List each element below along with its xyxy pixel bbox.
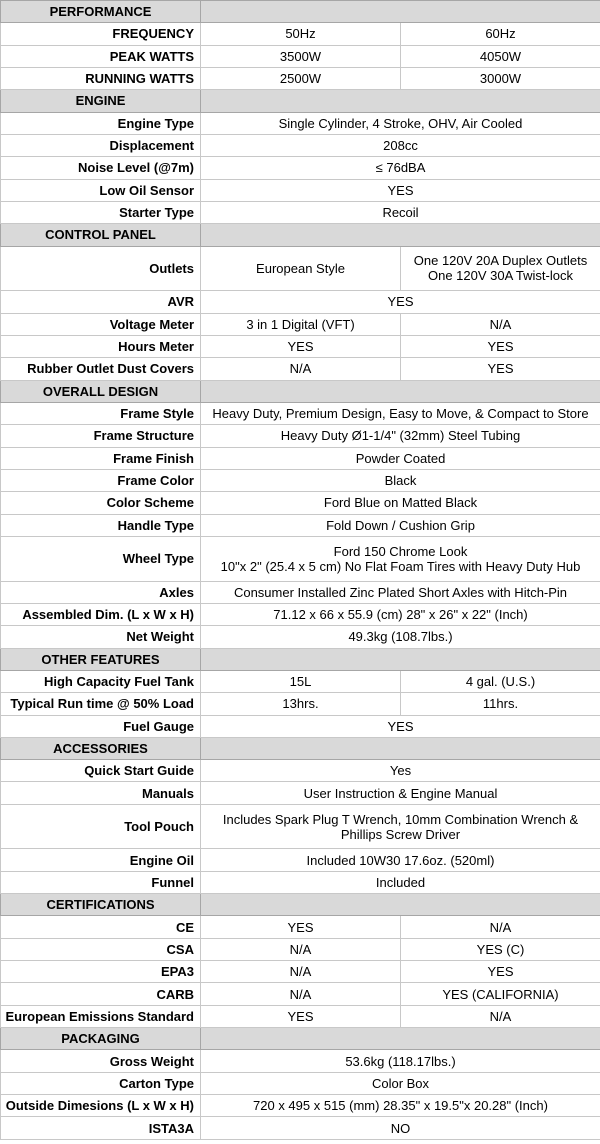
spec-label: Gross Weight — [1, 1050, 201, 1072]
spec-row-rubber-outlet-dust-covers — [1, 358, 600, 380]
spec-value: Heavy Duty, Premium Design, Easy to Move, & Compact to Store — [201, 402, 600, 424]
spec-row-typical-run-time-50-load — [1, 693, 600, 715]
spec-label: Manuals — [1, 782, 201, 804]
spec-value-60hz — [401, 246, 600, 291]
spec-value-60hz: N/A — [401, 916, 600, 938]
section-title: PERFORMANCE — [1, 1, 201, 23]
spec-row-assembled-dim-l-x-w-x-h — [1, 603, 600, 625]
spec-row-frame-structure — [1, 425, 600, 447]
spec-label: Displacement — [1, 134, 201, 156]
spec-value — [201, 536, 600, 581]
spec-label: Quick Start Guide — [1, 760, 201, 782]
spec-value-50hz: N/A — [201, 961, 401, 983]
value-line: 10"x 2" (25.4 x 5 cm) No Flat Foam Tires with Heavy Duty Hub — [220, 558, 581, 574]
spec-label: Net Weight — [1, 626, 201, 648]
section-header-blank — [201, 1, 600, 23]
spec-row-noise-level-7m — [1, 157, 600, 179]
spec-label: Color Scheme — [1, 492, 201, 514]
spec-label: CARB — [1, 983, 201, 1005]
spec-value: Included — [201, 871, 600, 893]
spec-row-epa3 — [1, 961, 600, 983]
spec-label: Frame Finish — [1, 447, 201, 469]
spec-row-peak-watts — [1, 45, 600, 67]
spec-value-60hz: YES (CALIFORNIA) — [401, 983, 600, 1005]
spec-value-60hz: 11hrs. — [401, 693, 600, 715]
section-header-blank — [201, 648, 600, 670]
spec-value-50hz: N/A — [201, 358, 401, 380]
spec-label: Typical Run time @ 50% Load — [1, 693, 201, 715]
spec-label: ISTA3A — [1, 1117, 201, 1139]
spec-value: 208cc — [201, 134, 600, 156]
spec-row-axles — [1, 581, 600, 603]
spec-row-low-oil-sensor — [1, 179, 600, 201]
spec-value-50hz: 3500W — [201, 45, 401, 67]
spec-value: Heavy Duty Ø1-1/4" (32mm) Steel Tubing — [201, 425, 600, 447]
spec-value: Powder Coated — [201, 447, 600, 469]
spec-value-50hz: YES — [201, 1005, 401, 1027]
spec-label: RUNNING WATTS — [1, 67, 201, 89]
spec-value-50hz: 3 in 1 Digital (VFT) — [201, 313, 401, 335]
value-line: One 120V 30A Twist-lock — [427, 268, 573, 284]
spec-row-high-capacity-fuel-tank — [1, 670, 600, 692]
section-title: PACKAGING — [1, 1028, 201, 1050]
spec-label: EPA3 — [1, 961, 201, 983]
spec-row-displacement — [1, 134, 600, 156]
spec-label: Assembled Dim. (L x W x H) — [1, 603, 201, 625]
spec-value-50hz: European Style — [201, 246, 401, 291]
spec-row-frame-color — [1, 469, 600, 491]
spec-label: Carton Type — [1, 1072, 201, 1094]
spec-value: ≤ 76dBA — [201, 157, 600, 179]
spec-label: Wheel Type — [1, 536, 201, 581]
value-line: One 120V 20A Duplex Outlets — [413, 253, 588, 269]
spec-value-60hz: YES — [401, 358, 600, 380]
spec-value: Yes — [201, 760, 600, 782]
spec-value: 71.12 x 66 x 55.9 (cm) 28" x 26" x 22" (Inch) — [201, 603, 600, 625]
spec-label: CSA — [1, 938, 201, 960]
section-header-other-features — [1, 648, 600, 670]
spec-label: FREQUENCY — [1, 23, 201, 45]
spec-row-frame-style — [1, 402, 600, 424]
spec-value: 720 x 495 x 515 (mm) 28.35" x 19.5"x 20.28" (Inch) — [201, 1095, 600, 1117]
spec-value: Fold Down / Cushion Grip — [201, 514, 600, 536]
spec-label: Engine Type — [1, 112, 201, 134]
spec-value-60hz: N/A — [401, 313, 600, 335]
section-header-accessories — [1, 737, 600, 759]
spec-row-outlets — [1, 246, 600, 291]
section-header-control-panel — [1, 224, 600, 246]
spec-label: Rubber Outlet Dust Covers — [1, 358, 201, 380]
spec-value-50hz: YES — [201, 916, 401, 938]
spec-value: Color Box — [201, 1072, 600, 1094]
spec-value — [201, 804, 600, 849]
spec-value: YES — [201, 715, 600, 737]
spec-value: Ford Blue on Matted Black — [201, 492, 600, 514]
section-header-engine — [1, 90, 600, 112]
spec-row-carton-type — [1, 1072, 600, 1094]
spec-row-csa — [1, 938, 600, 960]
spec-label: Hours Meter — [1, 335, 201, 357]
spec-value: 49.3kg (108.7lbs.) — [201, 626, 600, 648]
section-header-blank — [201, 737, 600, 759]
section-header-blank — [201, 1028, 600, 1050]
section-header-certifications — [1, 894, 600, 916]
spec-value: User Instruction & Engine Manual — [201, 782, 600, 804]
spec-label: High Capacity Fuel Tank — [1, 670, 201, 692]
value-line: Phillips Screw Driver — [340, 826, 461, 842]
value-line: Ford 150 Chrome Look — [333, 543, 468, 559]
spec-label: Noise Level (@7m) — [1, 157, 201, 179]
spec-label: Voltage Meter — [1, 313, 201, 335]
spec-row-gross-weight — [1, 1050, 600, 1072]
spec-row-frequency — [1, 23, 600, 45]
spec-label: Axles — [1, 581, 201, 603]
spec-value-60hz: YES — [401, 961, 600, 983]
spec-value-50hz: N/A — [201, 983, 401, 1005]
section-header-blank — [201, 894, 600, 916]
spec-row-engine-oil — [1, 849, 600, 871]
spec-value: Included 10W30 17.6oz. (520ml) — [201, 849, 600, 871]
spec-value-60hz: 3000W — [401, 67, 600, 89]
spec-value-60hz: YES (C) — [401, 938, 600, 960]
spec-label: Frame Color — [1, 469, 201, 491]
section-header-overall-design — [1, 380, 600, 402]
spec-value: 53.6kg (118.17lbs.) — [201, 1050, 600, 1072]
section-title: OTHER FEATURES — [1, 648, 201, 670]
spec-value-60hz: 4 gal. (U.S.) — [401, 670, 600, 692]
section-header-blank — [201, 380, 600, 402]
spec-label: AVR — [1, 291, 201, 313]
spec-row-voltage-meter — [1, 313, 600, 335]
value-line: Includes Spark Plug T Wrench, 10mm Combination Wrench & — [222, 811, 579, 827]
spec-label: European Emissions Standard — [1, 1005, 201, 1027]
spec-label: Frame Structure — [1, 425, 201, 447]
spec-row-manuals — [1, 782, 600, 804]
spec-row-starter-type — [1, 201, 600, 223]
section-header-blank — [201, 224, 600, 246]
spec-label: Funnel — [1, 871, 201, 893]
spec-row-funnel — [1, 871, 600, 893]
spec-row-quick-start-guide — [1, 760, 600, 782]
spec-row-avr — [1, 291, 600, 313]
spec-value: YES — [201, 179, 600, 201]
spec-row-color-scheme — [1, 492, 600, 514]
spec-label: CE — [1, 916, 201, 938]
section-header-blank — [201, 90, 600, 112]
section-title: ACCESSORIES — [1, 737, 201, 759]
spec-value-50hz: 13hrs. — [201, 693, 401, 715]
section-header-packaging — [1, 1028, 600, 1050]
spec-row-handle-type — [1, 514, 600, 536]
spec-label: Engine Oil — [1, 849, 201, 871]
spec-row-ista3a — [1, 1117, 600, 1139]
spec-row-engine-type — [1, 112, 600, 134]
spec-value: Consumer Installed Zinc Plated Short Axles with Hitch-Pin — [201, 581, 600, 603]
spec-row-carb — [1, 983, 600, 1005]
spec-value-60hz: YES — [401, 335, 600, 357]
spec-row-fuel-gauge — [1, 715, 600, 737]
spec-value-50hz: N/A — [201, 938, 401, 960]
spec-value-50hz: 50Hz — [201, 23, 401, 45]
spec-value-50hz: 15L — [201, 670, 401, 692]
section-title: ENGINE — [1, 90, 201, 112]
spec-value-50hz: YES — [201, 335, 401, 357]
spec-label: Outlets — [1, 246, 201, 291]
spec-row-tool-pouch — [1, 804, 600, 849]
spec-value-60hz: 60Hz — [401, 23, 600, 45]
spec-value: NO — [201, 1117, 600, 1139]
spec-row-frame-finish — [1, 447, 600, 469]
section-title: OVERALL DESIGN — [1, 380, 201, 402]
spec-value: Single Cylinder, 4 Stroke, OHV, Air Cooled — [201, 112, 600, 134]
section-header-performance — [1, 1, 600, 23]
spec-table-body — [1, 1, 600, 1140]
spec-label: PEAK WATTS — [1, 45, 201, 67]
spec-value: YES — [201, 291, 600, 313]
spec-value-50hz: 2500W — [201, 67, 401, 89]
spec-label: Tool Pouch — [1, 804, 201, 849]
spec-label: Low Oil Sensor — [1, 179, 201, 201]
spec-value-60hz: 4050W — [401, 45, 600, 67]
section-title: CERTIFICATIONS — [1, 894, 201, 916]
spec-row-outside-dimesions-l-x-w-x-h — [1, 1095, 600, 1117]
spec-value-60hz: N/A — [401, 1005, 600, 1027]
spec-row-wheel-type — [1, 536, 600, 581]
spec-value: Black — [201, 469, 600, 491]
spec-label: Starter Type — [1, 201, 201, 223]
spec-label: Handle Type — [1, 514, 201, 536]
spec-label: Frame Style — [1, 402, 201, 424]
spec-label: Fuel Gauge — [1, 715, 201, 737]
spec-row-net-weight — [1, 626, 600, 648]
spec-row-hours-meter — [1, 335, 600, 357]
spec-label: Outside Dimesions (L x W x H) — [1, 1095, 201, 1117]
section-title: CONTROL PANEL — [1, 224, 201, 246]
spec-row-ce — [1, 916, 600, 938]
spec-value: Recoil — [201, 201, 600, 223]
spec-row-european-emissions-standard — [1, 1005, 600, 1027]
spec-row-running-watts — [1, 67, 600, 89]
